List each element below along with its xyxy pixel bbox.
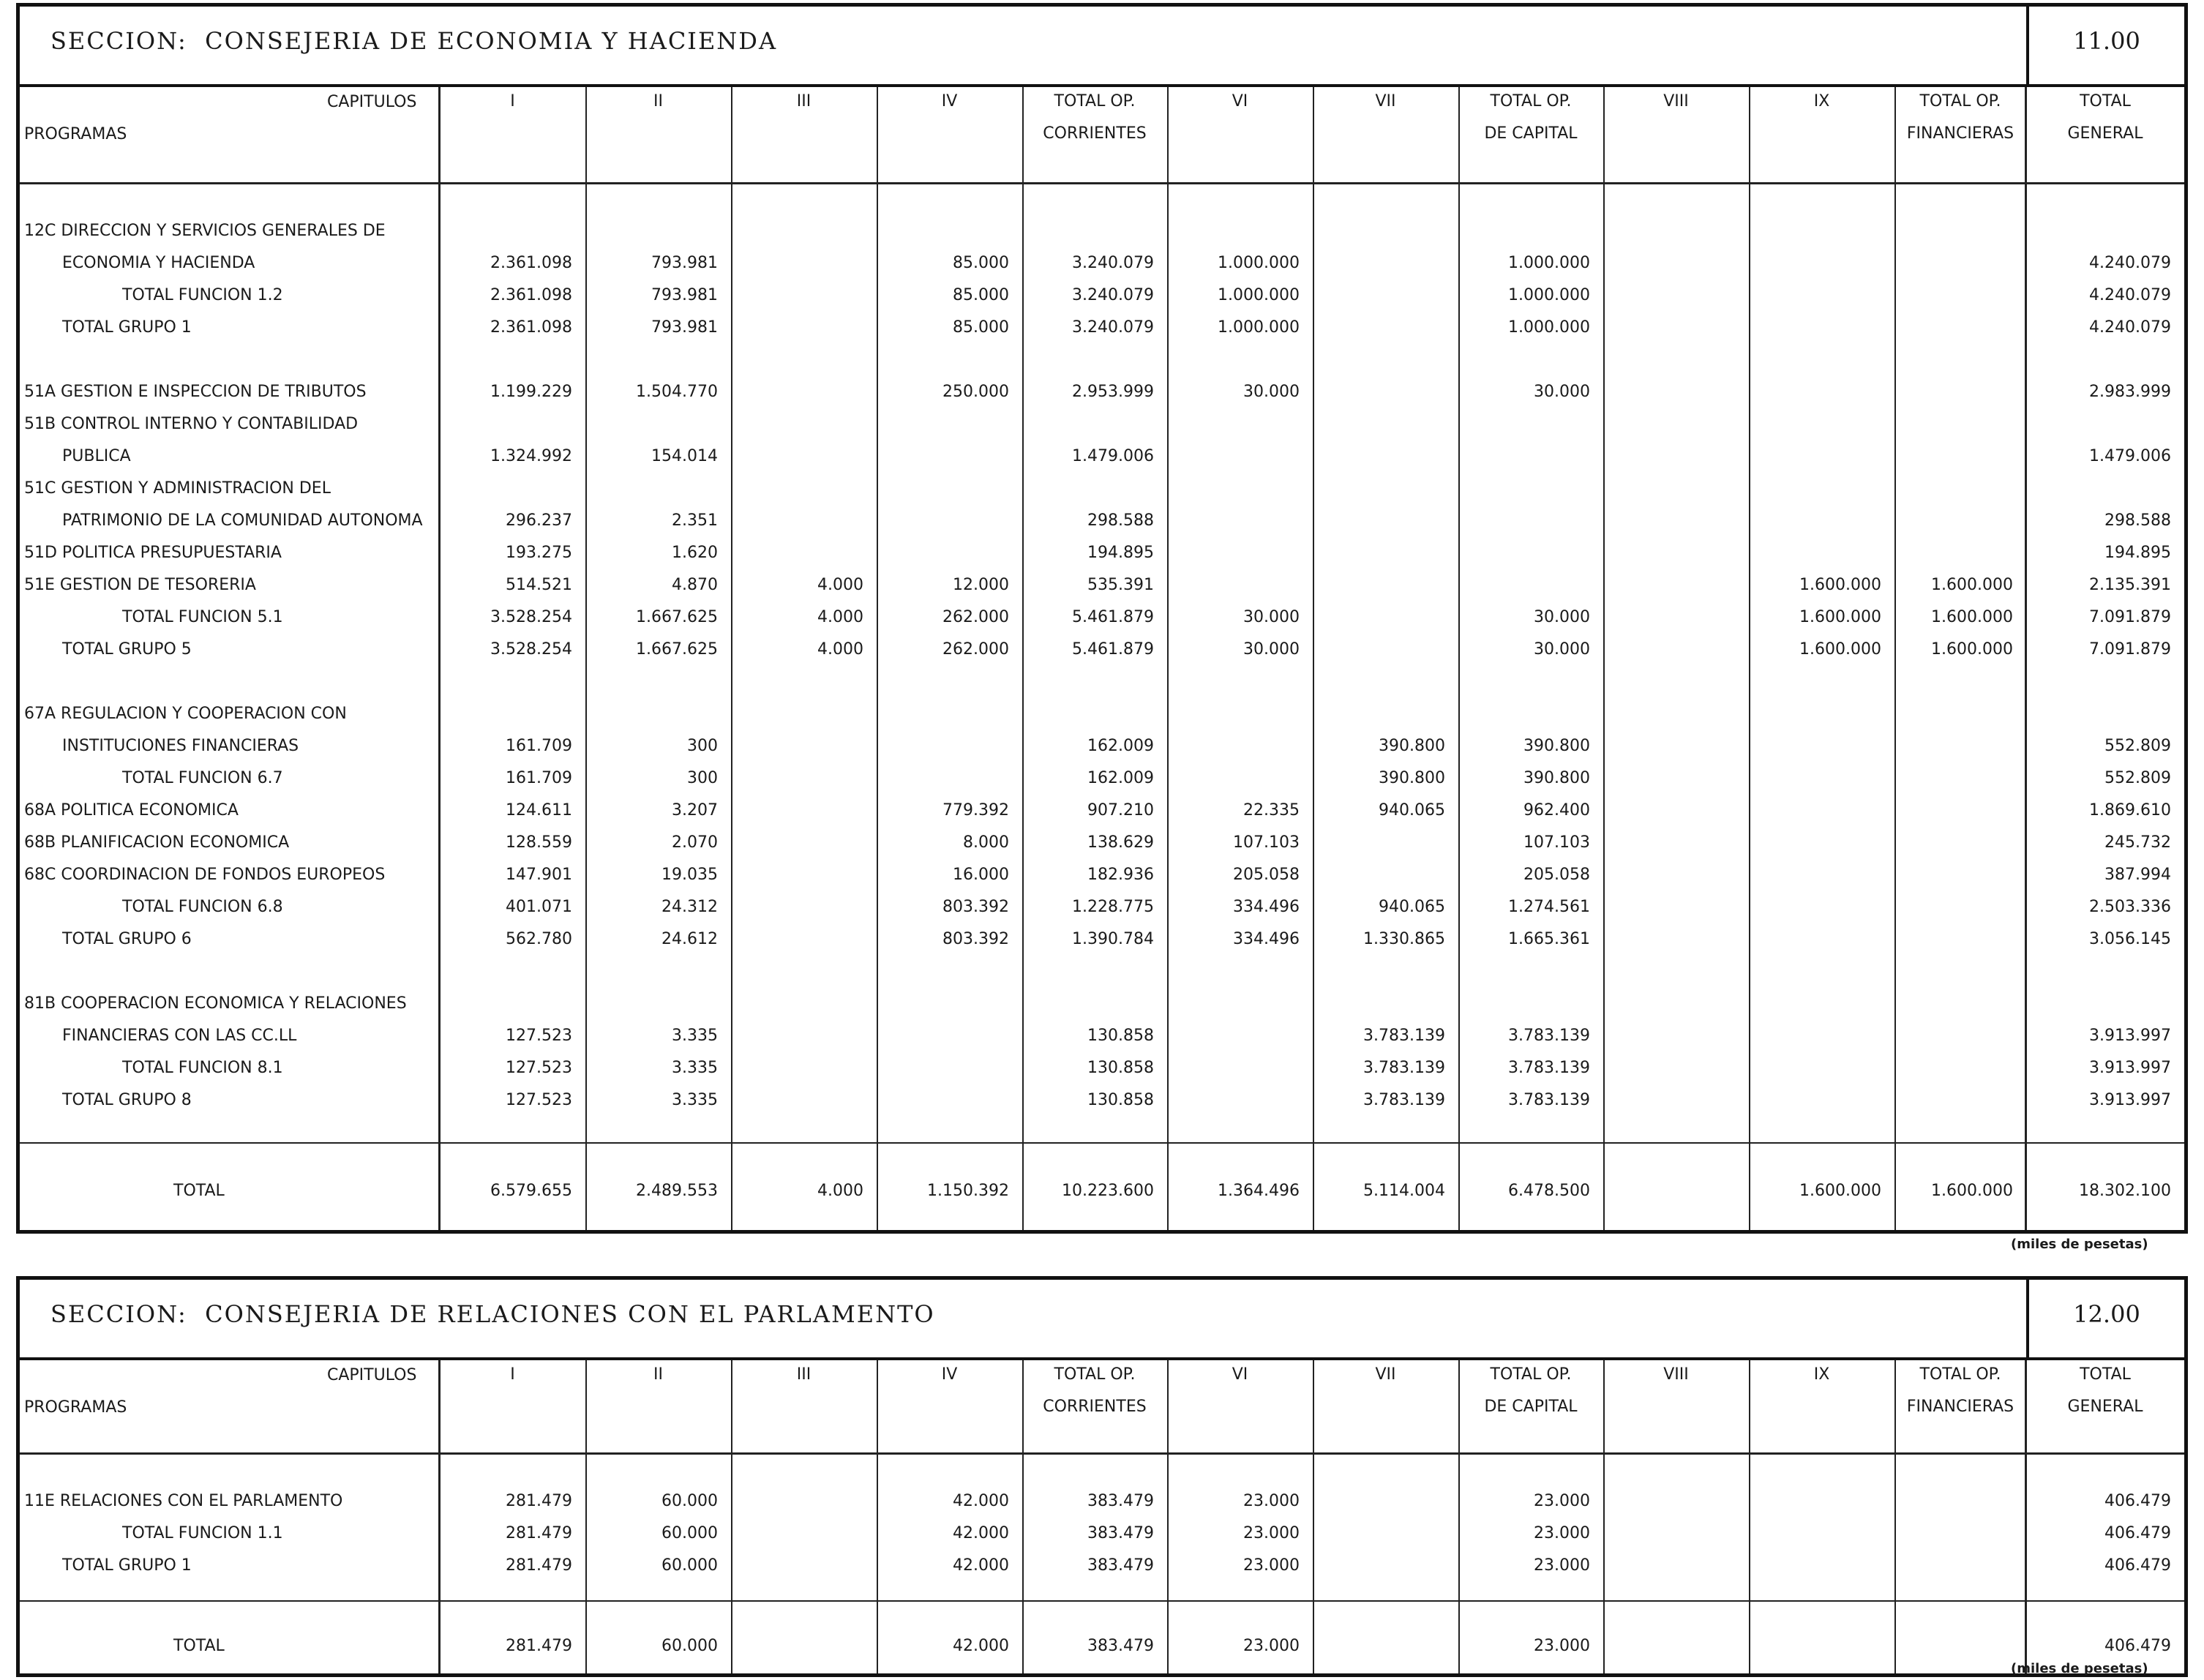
column-header: II [653, 92, 663, 110]
column-divider [1749, 1360, 1750, 1673]
program-label: 67A REGULACION Y COOPERACION CON [24, 705, 347, 723]
table-cell: 3.913.997 [2089, 1091, 2171, 1109]
table-cell: 1.274.561 [1508, 898, 1590, 916]
table-cell: 562.780 [506, 930, 572, 948]
table-cell: 194.895 [2104, 544, 2171, 562]
table-cell: 552.809 [2104, 769, 2171, 787]
table-cell: 162.009 [1087, 769, 1154, 787]
program-label: 12C DIRECCION Y SERVICIOS GENERALES DE [24, 222, 386, 240]
column-header: TOTAL GENERAL [2067, 92, 2143, 143]
footnote-units: (miles de pesetas) [2011, 1661, 2148, 1676]
column-header: II [653, 1365, 663, 1384]
table-cell: 23.000 [1534, 1492, 1590, 1510]
section-title: SECCION: CONSEJERIA DE ECONOMIA Y HACIENDA [50, 27, 778, 55]
total-row-label: TOTAL FUNCION 1.2 [122, 286, 283, 304]
table-cell: 1.600.000 [1931, 640, 2013, 659]
table-cell: 245.732 [2104, 833, 2171, 852]
table-cell: 193.275 [506, 544, 572, 562]
table-cell: 3.335 [672, 1027, 718, 1045]
table-cell: 1.667.625 [636, 608, 718, 626]
column-divider [1894, 87, 1896, 1230]
table-cell: 3.528.254 [490, 640, 572, 659]
column-header: TOTAL GENERAL [2067, 1365, 2143, 1416]
table-cell: 3.240.079 [1072, 286, 1154, 304]
table-cell: 85.000 [953, 254, 1009, 272]
table-cell: 205.058 [1523, 866, 1590, 884]
table-cell: 1.000.000 [1218, 286, 1300, 304]
table-cell: 4.000 [817, 640, 863, 659]
table-cell: 138.629 [1087, 833, 1154, 852]
column-header: TOTAL OP. CORRIENTES [1043, 92, 1147, 143]
table-cell: 401.071 [506, 898, 572, 916]
table-cell: 383.479 [1087, 1556, 1154, 1575]
total-divider [20, 1142, 2184, 1144]
table-cell: 1.324.992 [490, 447, 572, 465]
program-label: 68A POLITICA ECONOMICA [24, 801, 239, 820]
table-cell: 23.000 [1534, 1524, 1590, 1542]
table-cell: 60.000 [661, 1556, 718, 1575]
grand-total-cell: 4.000 [817, 1182, 863, 1200]
column-header: VII [1375, 92, 1396, 110]
table-cell: 387.994 [2104, 866, 2171, 884]
table-cell: 107.103 [1233, 833, 1300, 852]
table-cell: 4.000 [817, 576, 863, 594]
column-header: III [796, 1365, 811, 1384]
program-label: INSTITUCIONES FINANCIERAS [62, 737, 299, 755]
grand-total-cell: 1.600.000 [1931, 1182, 2013, 1200]
table-cell: 24.312 [661, 898, 718, 916]
grand-total-cell: 1.600.000 [1799, 1182, 1881, 1200]
table-cell: 4.240.079 [2089, 318, 2171, 337]
grand-total-cell: 23.000 [1243, 1637, 1300, 1655]
table-cell: 296.237 [506, 511, 572, 530]
table-cell: 30.000 [1534, 640, 1590, 659]
grand-total-cell: 2.489.553 [636, 1182, 718, 1200]
table-cell: 22.335 [1243, 801, 1300, 820]
table-cell: 1.000.000 [1508, 254, 1590, 272]
table-cell: 1.665.361 [1508, 930, 1590, 948]
column-header: TOTAL OP. FINANCIERAS [1906, 1365, 2014, 1416]
column-divider [1749, 87, 1750, 1230]
table-cell: 390.800 [1379, 737, 1445, 755]
table-cell: 1.000.000 [1508, 318, 1590, 337]
total-row-label: TOTAL GRUPO 1 [62, 1556, 192, 1575]
table-cell: 262.000 [942, 608, 1009, 626]
table-cell: 1.228.775 [1072, 898, 1154, 916]
column-divider [731, 87, 732, 1230]
table-cell: 962.400 [1523, 801, 1590, 820]
footnote-units: (miles de pesetas) [2011, 1237, 2148, 1252]
section-code-box [2026, 7, 2184, 84]
table-cell: 1.504.770 [636, 383, 718, 401]
table-cell: 2.361.098 [490, 286, 572, 304]
program-label: 51D POLITICA PRESUPUESTARIA [24, 544, 282, 562]
table-cell: 30.000 [1243, 608, 1300, 626]
table-cell: 130.858 [1087, 1059, 1154, 1077]
table-cell: 907.210 [1087, 801, 1154, 820]
program-label: 51B CONTROL INTERNO Y CONTABILIDAD [24, 415, 359, 433]
table-cell: 1.390.784 [1072, 930, 1154, 948]
column-divider [877, 1360, 878, 1673]
table-cell: 7.091.879 [2089, 608, 2171, 626]
column-header: VIII [1663, 1365, 1689, 1384]
table-cell: 107.103 [1523, 833, 1590, 852]
table-cell: 1.000.000 [1218, 254, 1300, 272]
table-cell: 940.065 [1379, 801, 1445, 820]
table-cell: 3.783.139 [1363, 1091, 1445, 1109]
column-header: TOTAL OP. DE CAPITAL [1484, 92, 1578, 143]
table-cell: 4.000 [817, 608, 863, 626]
table-cell: 5.461.879 [1072, 608, 1154, 626]
table-cell: 3.240.079 [1072, 254, 1154, 272]
table-cell: 85.000 [953, 318, 1009, 337]
table-cell: 1.600.000 [1799, 640, 1881, 659]
column-header: IX [1813, 1365, 1830, 1384]
program-label: 51C GESTION Y ADMINISTRACION DEL [24, 479, 331, 498]
table-cell: 3.913.997 [2089, 1027, 2171, 1045]
table-cell: 1.600.000 [1799, 608, 1881, 626]
grand-total-cell: 18.302.100 [2079, 1182, 2171, 1200]
table-cell: 1.000.000 [1508, 286, 1590, 304]
program-label: PUBLICA [62, 447, 131, 465]
column-divider [731, 1360, 732, 1673]
grand-total-cell: 42.000 [953, 1637, 1009, 1655]
program-label: ECONOMIA Y HACIENDA [62, 254, 255, 272]
table-cell: 205.058 [1233, 866, 1300, 884]
table-cell: 60.000 [661, 1492, 718, 1510]
table-cell: 2.953.999 [1072, 383, 1154, 401]
table-cell: 1.869.610 [2089, 801, 2171, 820]
total-row-label: TOTAL GRUPO 8 [62, 1091, 192, 1109]
total-row-label: TOTAL FUNCION 8.1 [122, 1059, 283, 1077]
program-label: FINANCIERAS CON LAS CC.LL [62, 1027, 297, 1045]
column-header: TOTAL OP. CORRIENTES [1043, 1365, 1147, 1416]
program-label: 68B PLANIFICACION ECONOMICA [24, 833, 290, 852]
table-cell: 7.091.879 [2089, 640, 2171, 659]
table-cell: 2.983.999 [2089, 383, 2171, 401]
grand-total-cell: 1.364.496 [1218, 1182, 1300, 1200]
table-cell: 12.000 [953, 576, 1009, 594]
table-cell: 2.361.098 [490, 318, 572, 337]
table-cell: 793.981 [651, 254, 718, 272]
grand-total-cell: 10.223.600 [1062, 1182, 1154, 1200]
table-cell: 250.000 [942, 383, 1009, 401]
program-label: 11E RELACIONES CON EL PARLAMENTO [24, 1492, 343, 1510]
table-cell: 262.000 [942, 640, 1009, 659]
table-cell: 1.479.006 [2089, 447, 2171, 465]
table-cell: 161.709 [506, 769, 572, 787]
table-cell: 1.000.000 [1218, 318, 1300, 337]
column-header: VI [1232, 92, 1248, 110]
table-cell: 16.000 [953, 866, 1009, 884]
table-cell: 406.479 [2104, 1556, 2171, 1575]
table-cell: 147.901 [506, 866, 572, 884]
table-cell: 8.000 [963, 833, 1009, 852]
table-cell: 2.361.098 [490, 254, 572, 272]
table-cell: 383.479 [1087, 1524, 1154, 1542]
table-cell: 514.521 [506, 576, 572, 594]
grand-total-cell: 5.114.004 [1363, 1182, 1445, 1200]
table-cell: 60.000 [661, 1524, 718, 1542]
table-cell: 130.858 [1087, 1027, 1154, 1045]
table-cell: 124.611 [506, 801, 572, 820]
table-cell: 23.000 [1534, 1556, 1590, 1575]
column-divider [1313, 1360, 1314, 1673]
table-cell: 3.207 [672, 801, 718, 820]
table-cell: 2.070 [672, 833, 718, 852]
total-row-label: TOTAL GRUPO 5 [62, 640, 192, 659]
section-code: 12.00 [2073, 1300, 2140, 1328]
column-header: IX [1813, 92, 1830, 110]
grand-total-cell: 281.479 [506, 1637, 572, 1655]
table-cell: 2.351 [672, 511, 718, 530]
total-row-label: TOTAL FUNCION 5.1 [122, 608, 283, 626]
section-title: SECCION: CONSEJERIA DE RELACIONES CON EL PARLAMENTO [50, 1300, 935, 1328]
table-cell: 1.479.006 [1072, 447, 1154, 465]
table-cell: 42.000 [953, 1556, 1009, 1575]
table-cell: 42.000 [953, 1524, 1009, 1542]
table-cell: 1.600.000 [1931, 576, 2013, 594]
table-cell: 182.936 [1087, 866, 1154, 884]
table-cell: 1.330.865 [1363, 930, 1445, 948]
total-row-label: TOTAL FUNCION 6.7 [122, 769, 283, 787]
section-header [20, 1280, 2184, 1360]
header-divider [20, 182, 2184, 184]
table-cell: 42.000 [953, 1492, 1009, 1510]
table-cell: 334.496 [1233, 898, 1300, 916]
grand-total-cell: 383.479 [1087, 1637, 1154, 1655]
table-cell: 298.588 [2104, 511, 2171, 530]
table-cell: 3.783.139 [1508, 1059, 1590, 1077]
table-cell: 127.523 [506, 1059, 572, 1077]
header-programas: PROGRAMAS [24, 1398, 127, 1417]
table-cell: 4.240.079 [2089, 286, 2171, 304]
table-cell: 30.000 [1243, 383, 1300, 401]
table-cell: 334.496 [1233, 930, 1300, 948]
column-divider [585, 1360, 587, 1673]
table-cell: 162.009 [1087, 737, 1154, 755]
grand-total-cell: 6.478.500 [1508, 1182, 1590, 1200]
header-divider [20, 1452, 2184, 1455]
table-cell: 552.809 [2104, 737, 2171, 755]
table-cell: 940.065 [1379, 898, 1445, 916]
table-cell: 383.479 [1087, 1492, 1154, 1510]
header-capitulos: CAPITULOS [327, 93, 417, 111]
table-cell: 4.240.079 [2089, 254, 2171, 272]
program-label: 81B COOPERACION ECONOMICA Y RELACIONES [24, 994, 407, 1013]
table-cell: 161.709 [506, 737, 572, 755]
table-cell: 5.461.879 [1072, 640, 1154, 659]
table-cell: 803.392 [942, 930, 1009, 948]
table-cell: 1.199.229 [490, 383, 572, 401]
table-cell: 3.783.139 [1508, 1027, 1590, 1045]
table-cell: 406.479 [2104, 1524, 2171, 1542]
section-relaciones-parlamento [16, 1276, 2188, 1677]
program-label: PATRIMONIO DE LA COMUNIDAD AUTONOMA [62, 511, 423, 530]
table-cell: 281.479 [506, 1492, 572, 1510]
total-row-label: TOTAL GRUPO 6 [62, 930, 192, 948]
table-cell: 19.035 [661, 866, 718, 884]
table-cell: 2.503.336 [2089, 898, 2171, 916]
grand-total-label: TOTAL [173, 1182, 225, 1200]
column-header: IV [941, 1365, 958, 1384]
column-header: TOTAL OP. FINANCIERAS [1906, 92, 2014, 143]
section-economia-hacienda [16, 3, 2188, 1234]
total-row-label: TOTAL FUNCION 1.1 [122, 1524, 283, 1542]
table-cell: 127.523 [506, 1027, 572, 1045]
table-cell: 3.783.139 [1508, 1091, 1590, 1109]
table-cell: 23.000 [1243, 1524, 1300, 1542]
table-cell: 23.000 [1243, 1492, 1300, 1510]
program-label: 51A GESTION E INSPECCION DE TRIBUTOS [24, 383, 367, 401]
table-cell: 30.000 [1534, 383, 1590, 401]
table-cell: 127.523 [506, 1091, 572, 1109]
table-cell: 4.870 [672, 576, 718, 594]
table-cell: 793.981 [651, 318, 718, 337]
table-cell: 793.981 [651, 286, 718, 304]
table-cell: 390.800 [1523, 769, 1590, 787]
section-code-box [2026, 1280, 2184, 1357]
table-cell: 30.000 [1243, 640, 1300, 659]
table-cell: 803.392 [942, 898, 1009, 916]
column-header: III [796, 92, 811, 110]
program-label: 68C COORDINACION DE FONDOS EUROPEOS [24, 866, 386, 884]
table-cell: 30.000 [1534, 608, 1590, 626]
column-header: VI [1232, 1365, 1248, 1384]
table-cell: 281.479 [506, 1524, 572, 1542]
grand-total-cell: 6.579.655 [490, 1182, 572, 1200]
table-cell: 1.620 [672, 544, 718, 562]
table-cell: 3.783.139 [1363, 1027, 1445, 1045]
grand-total-label: TOTAL [173, 1637, 225, 1655]
table-cell: 281.479 [506, 1556, 572, 1575]
total-divider [20, 1600, 2184, 1602]
table-cell: 3.335 [672, 1059, 718, 1077]
table-cell: 24.612 [661, 930, 718, 948]
table-cell: 390.800 [1379, 769, 1445, 787]
column-header: I [510, 92, 515, 110]
column-header: I [510, 1365, 515, 1384]
table-cell: 1.667.625 [636, 640, 718, 659]
section-header [20, 7, 2184, 87]
column-header: VIII [1663, 92, 1689, 110]
table-cell: 298.588 [1087, 511, 1154, 530]
section-code: 11.00 [2073, 27, 2140, 55]
table-cell: 300 [687, 769, 718, 787]
table-cell: 85.000 [953, 286, 1009, 304]
grand-total-cell: 1.150.392 [927, 1182, 1009, 1200]
table-cell: 3.335 [672, 1091, 718, 1109]
column-divider [438, 1360, 441, 1673]
table-cell: 1.600.000 [1931, 608, 2013, 626]
column-header: TOTAL OP. DE CAPITAL [1484, 1365, 1578, 1416]
table-cell: 194.895 [1087, 544, 1154, 562]
table-cell: 3.783.139 [1363, 1059, 1445, 1077]
header-programas: PROGRAMAS [24, 125, 127, 143]
table-cell: 3.240.079 [1072, 318, 1154, 337]
column-header: IV [941, 92, 958, 110]
table-cell: 1.600.000 [1799, 576, 1881, 594]
total-row-label: TOTAL FUNCION 6.8 [122, 898, 283, 916]
column-divider [1167, 1360, 1169, 1673]
column-divider [1603, 87, 1605, 1230]
table-cell: 154.014 [651, 447, 718, 465]
table-cell: 406.479 [2104, 1492, 2171, 1510]
table-cell: 300 [687, 737, 718, 755]
grand-total-cell: 23.000 [1534, 1637, 1590, 1655]
table-cell: 128.559 [506, 833, 572, 852]
total-row-label: TOTAL GRUPO 1 [62, 318, 192, 337]
table-cell: 130.858 [1087, 1091, 1154, 1109]
table-cell: 535.391 [1087, 576, 1154, 594]
table-cell: 3.913.997 [2089, 1059, 2171, 1077]
table-cell: 23.000 [1243, 1556, 1300, 1575]
header-capitulos: CAPITULOS [327, 1366, 417, 1384]
table-cell: 779.392 [942, 801, 1009, 820]
column-header: VII [1375, 1365, 1396, 1384]
table-cell: 3.056.145 [2089, 930, 2171, 948]
table-cell: 3.528.254 [490, 608, 572, 626]
table-cell: 2.135.391 [2089, 576, 2171, 594]
grand-total-cell: 60.000 [661, 1637, 718, 1655]
grand-total-cell: 406.479 [2104, 1637, 2171, 1655]
column-divider [1603, 1360, 1605, 1673]
program-label: 51E GESTION DE TESORERIA [24, 576, 256, 594]
table-cell: 390.800 [1523, 737, 1590, 755]
